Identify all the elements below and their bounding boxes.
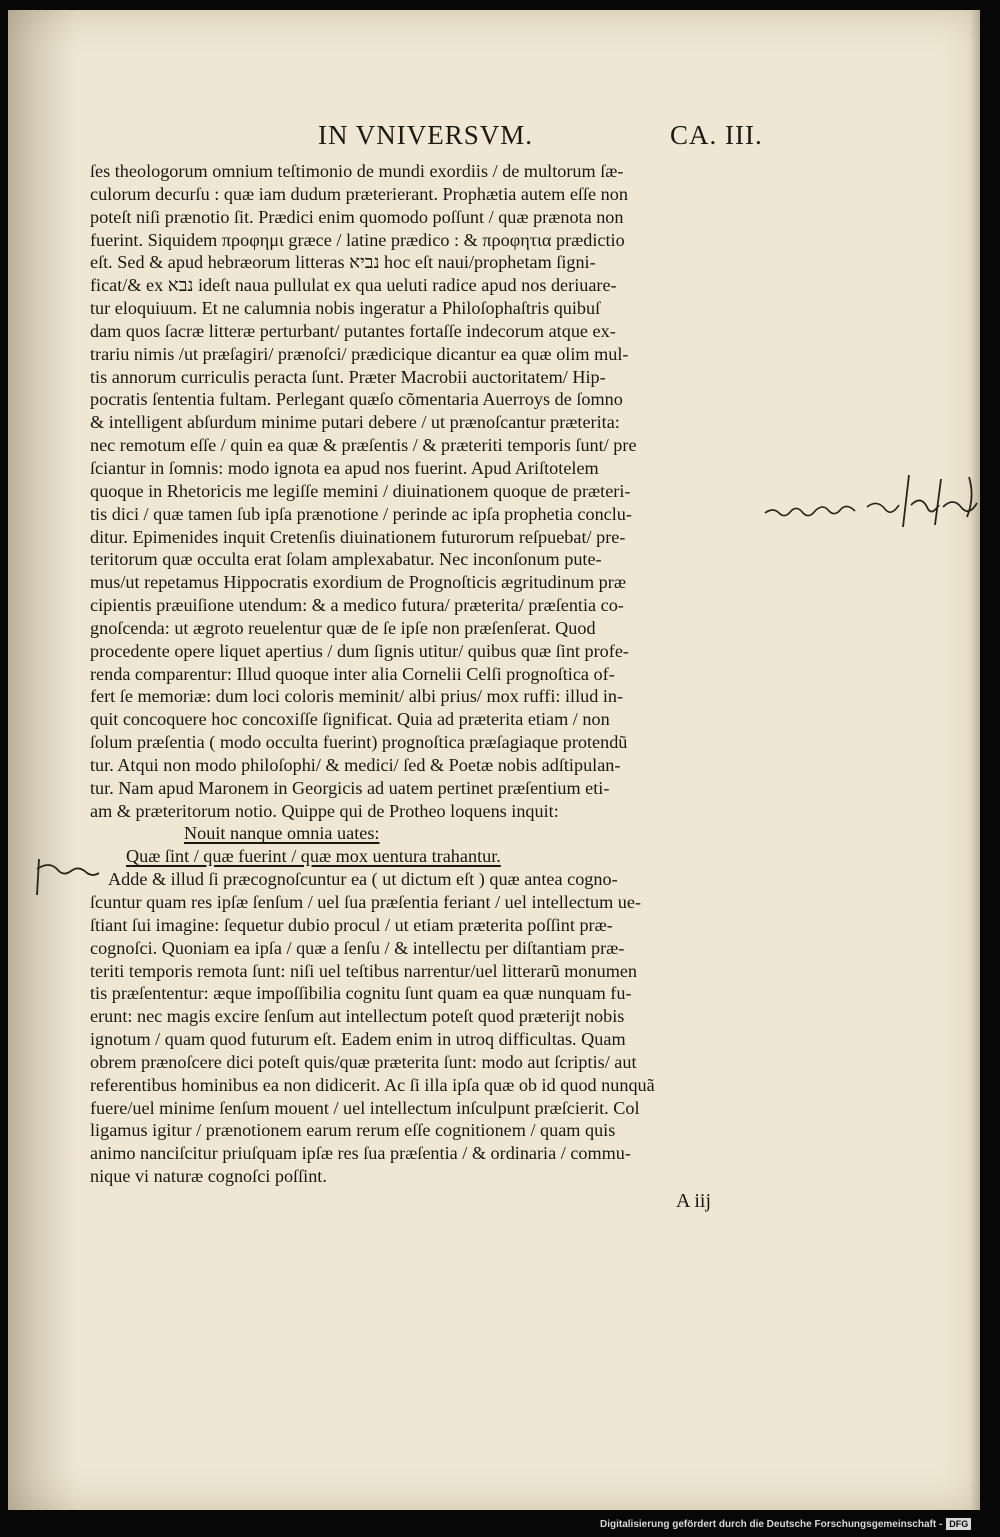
text-line: tur. Nam apud Maronem in Georgicis ad uatem pertinet præſentium eti- xyxy=(90,777,610,798)
page-edge-shadow xyxy=(970,10,980,1510)
signature-mark: A iij xyxy=(676,1190,712,1212)
text-line: cognoſci. Quoniam ea ipſa / quæ a ſenſu / & intellectu per diſtantiam præ- xyxy=(90,937,625,958)
handwritten-margin-note xyxy=(763,465,988,550)
text-line: referentibus hominibus ea non didicerit. Ac ſi illa ipſa quæ ob id quod nunquã xyxy=(90,1074,655,1095)
text-line: ſtiant ſui imagine: ſequetur dubio procul / ut etiam præterita poſſint præ- xyxy=(90,914,613,935)
text-line: ſolum præſentia ( modo occulta fuerint) prognoſtica præſagiaque protendũ xyxy=(90,732,628,753)
chapter-number: CA. III. xyxy=(670,120,763,150)
dfg-logo: DFG xyxy=(946,1518,971,1530)
text-line: tis annorum curriculis peracta ſunt. Præter Macrobii auctoritatem/ Hip- xyxy=(90,366,606,387)
text-line: quit concoquere hoc concoxiſſe ſignificat. Quia ad præterita etiam / non xyxy=(90,709,610,730)
text-line: teritorum quæ occulta erat ſolam amplexabatur. Nec inconſonum pute- xyxy=(90,549,602,570)
gutter-shadow xyxy=(8,10,78,1510)
text-line: gnoſcenda: ut ægroto reuelentur quæ de ſe ipſe non præſenſerat. Quod xyxy=(90,617,596,638)
text-line: erunt: nec magis excire ſenſum aut intellectum poteſt quod præterijt nobis xyxy=(90,1006,625,1027)
text-line: teriti temporis remota ſunt: niſi uel teſtibus narrentur/uel litterarũ monumen xyxy=(90,960,638,981)
credit-text: Digitalisierung gefördert durch die Deutsche Forschungsgemeinschaft - xyxy=(600,1519,943,1530)
text-line: ligamus igitur / prænotionem earum rerum eſſe cognitionem / quam quis xyxy=(90,1120,616,1141)
handwritten-margin-mark xyxy=(33,855,103,900)
text-line: fuerint. Siquidem προφημι græce / latine prædico : & προφητια prædictio xyxy=(90,229,625,250)
text-line: procedente opere liquet apertius / dum ſignis utitur/ quibus quæ ſint profe- xyxy=(90,640,629,661)
text-line: culorum decurſu : quæ iam dudum præterierant. Prophætia autem eſſe non xyxy=(90,183,628,204)
text-line: Nouit nanque omnia uates: xyxy=(184,823,380,844)
text-line: ficat/& ex נבא ideſt naua pullulat ex qua ueluti radice apud nos deriuare- xyxy=(90,275,617,296)
running-title: IN VNIVERSVM. xyxy=(318,120,534,150)
text-line: am & præteritorum notio. Quippe qui de Protheo loquens inquit: xyxy=(90,800,559,821)
text-line: obrem prænoſcere dici poteſt quis/quæ præterita ſunt: modo aut ſcriptis/ aut xyxy=(90,1051,637,1072)
text-line: tis præſententur: æque impoſſibilia cognitu ſunt quam ea quæ nunquam fu- xyxy=(90,983,632,1004)
text-line: ditur. Epimenides inquit Cretenſis diuinationem futurorum reſpuebat/ pre- xyxy=(90,526,626,547)
text-line: pocratis ſententia fultam. Perlegant quæſo cõmentaria Auerroys de ſomno xyxy=(90,389,623,410)
text-line: nec remotum eſſe / quin ea quæ & præſentis / & præteriti temporis ſunt/ pre xyxy=(90,435,637,456)
text-line: Quæ ſint / quæ fuerint / quæ mox uentura trahantur. xyxy=(126,846,501,867)
book-page xyxy=(8,10,980,1510)
digitization-credit xyxy=(600,1518,971,1530)
text-line: & intelligent abſurdum minime putari debere / ut prænoſcantur præterita: xyxy=(90,412,620,433)
body-text xyxy=(90,160,770,1188)
text-line: ſciantur in ſomnis: modo ignota ea apud nos fuerint. Apud Ariſtotelem xyxy=(90,457,599,478)
text-line: ſes theologorum omnium teſtimonio de mundi exordiis / de multorum ſæ- xyxy=(90,161,624,181)
text-line: quoque in Rhetoricis me legiſſe memini / diuinationem quoque de præteri- xyxy=(90,480,631,501)
text-line: nique vi naturæ cognoſci poſſint. xyxy=(90,1166,327,1187)
text-line: dam quos ſacræ litteræ perturbant/ putantes fortaſſe indecorum atque ex- xyxy=(90,320,616,341)
text-line: tis dici / quæ tamen ſub ipſa prænotione / perinde ac ipſa prophetia conclu- xyxy=(90,503,632,524)
text-line: fuere/uel minime ſenſum mouent / uel intellectum inſculpunt præſcierit. Col xyxy=(90,1097,640,1118)
text-line: animo nanciſcitur priuſquam ipſæ res ſua præſentia / & ordinaria / commu- xyxy=(90,1143,631,1164)
text-line: cipientis præuiſione utendum: & a medico futura/ præterita/ præſentia co- xyxy=(90,595,624,616)
text-line: Adde & illud ſi præcognoſcuntur ea ( ut dictum eſt ) quæ antea cogno- xyxy=(108,869,618,890)
text-line: trariu nimis /ut præſagiri/ prænoſci/ prædicique dicantur ea quæ olim mul- xyxy=(90,343,629,364)
text-line: fert ſe memoriæ: dum loci coloris meminit/ albi prius/ mox ruffi: illud in- xyxy=(90,686,624,707)
text-line: tur eloquiuum. Et ne calumnia nobis ingeratur a Philoſophaſtris quibuſ xyxy=(90,298,601,319)
text-line: ſcuntur quam res ipſæ ſenſum / uel ſua præſentia feriant / uel intellectum ue- xyxy=(90,892,642,912)
text-line: mus/ut repetamus Hippocratis exordium de Prognoſticis ægritudinum præ xyxy=(90,572,626,593)
text-line: poteſt niſi prænotio ſit. Prædici enim quomodo poſſunt / quæ prænota non xyxy=(90,206,624,227)
text-line: tur. Atqui non modo philoſophi/ & medici/ ſed & Poetæ nobis adſtipulan- xyxy=(90,754,621,775)
text-line: renda comparentur: Illud quoque inter alia Cornelii Celſi prognoſtica of- xyxy=(90,663,615,684)
text-line: ignotum / quam quod futurum eſt. Eadem enim in utroq difficultas. Quam xyxy=(90,1029,626,1050)
text-line: eſt. Sed & apud hebræorum litteras נביא hoc eſt naui/prophetam ſigni- xyxy=(90,252,596,273)
